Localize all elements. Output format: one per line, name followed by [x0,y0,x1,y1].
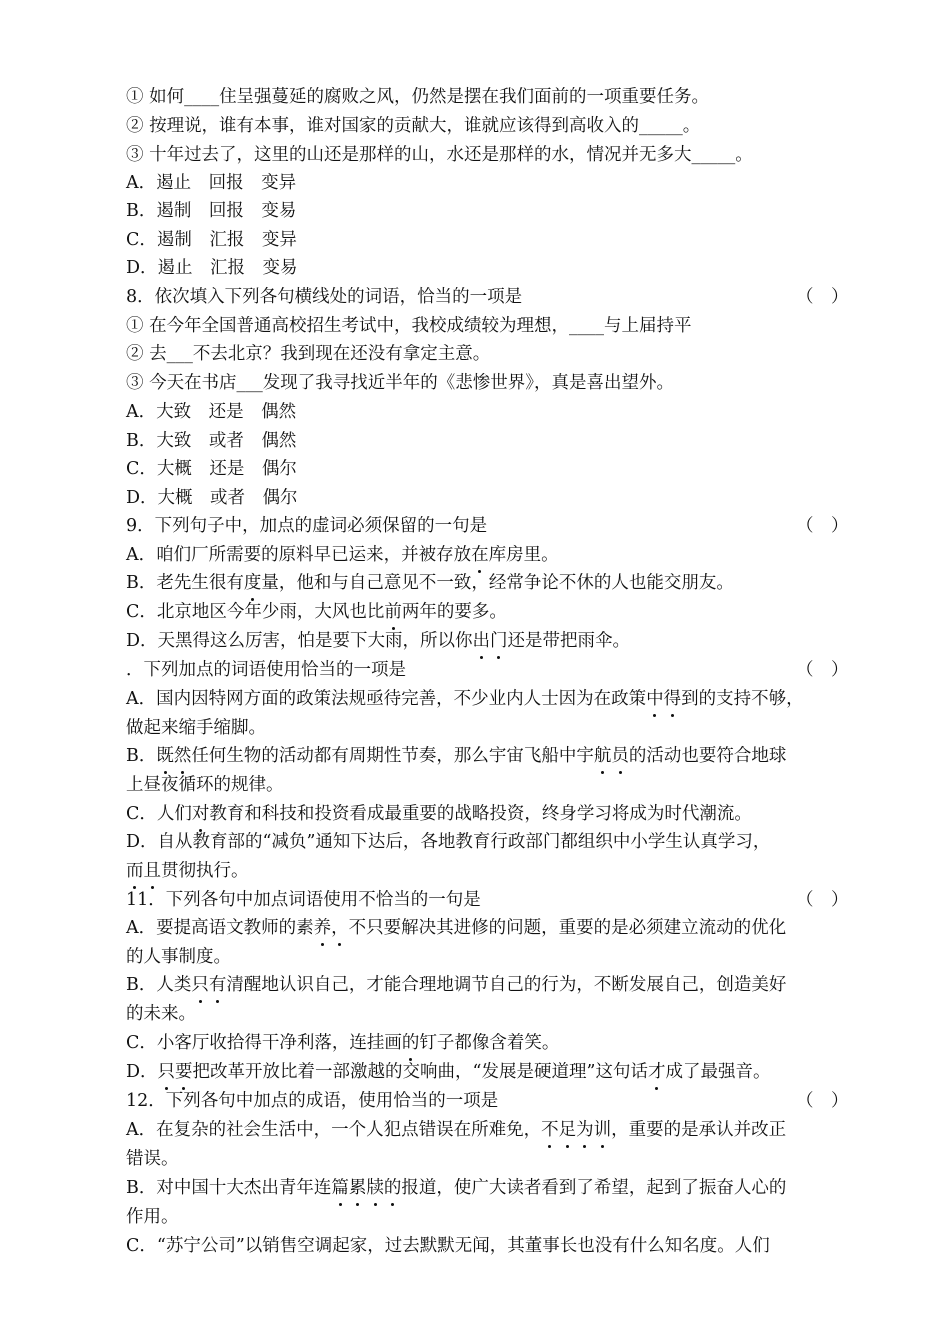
text-line: ③ 十年过去了，这里的山还是那样的山，水还是那样的水，情况并无多大_____。 [126,145,753,165]
text-line: 错误。 [126,1149,179,1169]
option-line: C．北京地区今年少雨，大风也比前两年的要多。 [126,598,866,626]
option-line: D．只要把改革开放比着一部激越的交响曲，“发展是硬道理”这句话才成了最强音。 [126,1058,866,1086]
emphasis-dot-char: 既 [156,742,174,770]
question-11: 11．下列各句中加点词语使用不恰当的一句是 [126,890,481,910]
emphasis-dot-char: 中 [646,685,664,713]
option-line: A．大致 还是 偶然 [126,402,297,422]
emphasis-dot-char: 养 [314,914,332,942]
text-line: ① 如何____住呈强蔓延的腐败之风，仍然是摆在我们面前的一项重要任务。 [126,87,710,107]
option-line: D．大概 或者 偶尔 [126,488,298,508]
option-line: C．遏制 汇报 变异 [126,230,297,250]
emphasis-dot-char: 前 [384,598,402,626]
option-line: C．“苏宁公司”以销售空调起家，过去默默无闻，其董事长也没有什么知名度。人们 [126,1236,770,1256]
text-line: 的人事制度。 [126,947,231,967]
option-line: B．遏制 回报 变易 [126,201,297,221]
emphasis-dot-char: 只 [158,1058,176,1086]
option-line: B．既然任何生物的活动都有周期性节奏，那么宇宙飞船中宇航员的活动也要符合地球 [126,742,866,770]
option-line: B．对中国十大杰出青年连篇累牍的报道，使广大读者看到了希望，起到了振奋人心的 [126,1174,866,1202]
text-line: 做起来缩手缩脚。 [126,718,266,738]
emphasis-dot-char: 出 [473,627,491,655]
option-line: A．在复杂的社会生活中，一个人犯点错误在所难免，不足为训，重要的是承认并改正 [126,1116,866,1144]
text-line: ③ 今天在书店___发现了我寻找近半年的《悲惨世界》，真是喜出望外。 [126,373,675,393]
question-9: 9．下列句子中，加点的虚词必须保留的一句是 [126,516,488,536]
option-line: A．咱们厂所需要的原料早已运来，并被存放在库房里。 [126,541,866,569]
emphasis-dot-char: 不 [541,1116,559,1144]
text-line: 上昼夜循环的规律。 [126,775,284,795]
text-line: 的未来。 [126,1004,196,1024]
emphasis-dot-char: 航 [594,742,612,770]
option-line: D．天黑得这么厉害，怕是要下大雨，所以你出门还是带把雨伞。 [126,627,866,655]
emphasis-dot-char: 才 [648,1058,666,1086]
text-line: ② 去___不去北京？我到现在还没有拿定主意。 [126,344,491,364]
answer-paren: （ ） [796,1091,849,1111]
answer-paren: （ ） [796,890,849,910]
option-line: B．老先生很有度量，他和与自己意见不一致，经常争论不休的人也能交朋友。 [126,569,866,597]
text-line: 作用。 [126,1207,179,1227]
emphasis-dot-char: 然 [174,742,192,770]
emphasis-dot-char: 牍 [366,1174,384,1202]
answer-paren: （ ） [796,660,849,680]
answer-paren: （ ） [796,287,849,307]
emphasis-dot-char: 的 [384,1174,402,1202]
emphasis-dot-char: 累 [349,1174,367,1202]
option-line: D．自从教育部的“减负”通知下达后，各地教育行政部门都组织中小学生认真学习， [126,832,771,852]
option-line: C．大概 还是 偶尔 [126,459,297,479]
emphasis-dot-char: 员 [611,742,629,770]
emphasis-dot-char: 有 [209,971,227,999]
emphasis-dot-char: 篇 [331,1174,349,1202]
emphasis-dot-char: 足 [559,1116,577,1144]
emphasis-dot-char: 的 [402,1029,420,1057]
emphasis-dot-char: 对 [192,800,210,828]
option-line: C．小客厅收拾得干净利落，连挂画的钉子都像含着笑。 [126,1029,866,1057]
option-line: B．大致 或者 偶然 [126,431,297,451]
answer-paren: （ ） [796,516,849,536]
option-line: C．人们对教育和科技和投资看成最重要的战略投资，终身学习将成为时代潮流。 [126,800,866,828]
question-8: 8．依次填入下列各句横线处的词语，恰当的一项是 [126,287,523,307]
emphasis-dot-char: 度 [244,569,262,597]
emphasis-dot-char: 门 [490,627,508,655]
option-line: A．遏止 回报 变异 [126,173,297,193]
emphasis-dot-char: ， [331,914,349,942]
emphasis-dot-char: 只 [191,971,209,999]
emphasis-dot-char: 训 [594,1116,612,1144]
emphasis-dot-char: 为 [576,1116,594,1144]
emphasis-dot-char: 得 [664,685,682,713]
emphasis-dot-char: 要 [175,1058,193,1086]
text-line: ② 按理说，谁有本事，谁对国家的贡献大，谁就应该得到高收入的_____。 [126,116,701,136]
emphasis-dot-char: 而 [126,857,144,885]
option-line: D．遏止 汇报 变易 [126,258,298,278]
question-12: 12．下列各句中加点的成语，使用恰当的一项是 [126,1091,499,1111]
text-line: ① 在今年全国普通高校招生考试中，我校成绩较为理想，____与上届持平 [126,316,692,336]
option-line: B．人类只有清醒地认识自己，才能合理地调节自己的行为，不断发展自己，创造美好 [126,971,866,999]
emphasis-dot-char: 且 [144,857,162,885]
option-line: A．国内因特网方面的政策法规亟待完善，不少业内人士因为在政策中得到的支持不够， [126,685,866,713]
option-line: A．要提高语文教师的素养，不只要解决其进修的问题，重要的是必须建立流动的优化 [126,914,866,942]
text-line: 而且贯彻执行。 [126,857,866,885]
emphasis-dot-char: 在 [471,541,489,569]
question-10: ．下列加点的词语使用恰当的一项是 [126,660,406,680]
